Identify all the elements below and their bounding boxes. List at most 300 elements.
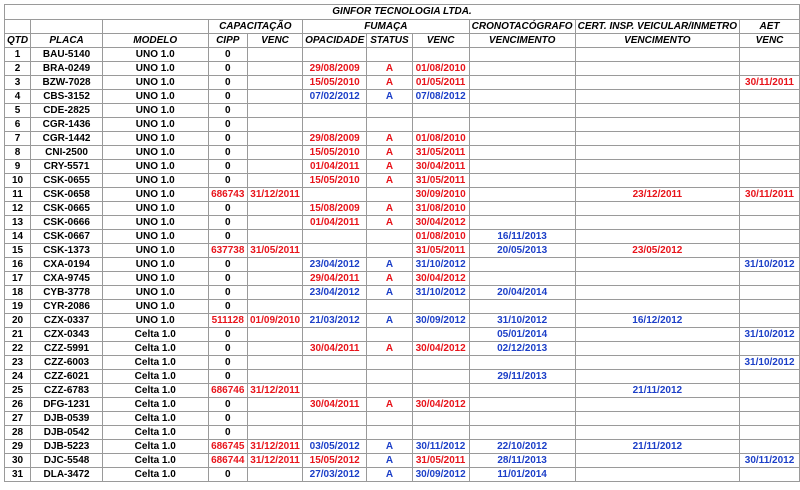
cell-placa: DJB-0542 <box>31 426 103 440</box>
cell-cert-venc <box>575 258 739 272</box>
cell-fum-venc: 30/09/2010 <box>412 188 469 202</box>
cell-fum-venc <box>412 48 469 62</box>
cell-aet-venc: 30/11/2011 <box>740 188 800 202</box>
cell-cipp: 0 <box>208 146 248 160</box>
table-row <box>5 230 800 244</box>
group-header-blank <box>31 20 103 34</box>
cell-cert-venc <box>575 202 739 216</box>
cell-crono-venc <box>469 300 575 314</box>
cell-crono-venc <box>469 132 575 146</box>
cell-cipp: 0 <box>208 104 248 118</box>
cell-qtd: 12 <box>5 202 31 216</box>
cell-fum-venc: 01/05/2011 <box>412 76 469 90</box>
cell-status: A <box>367 146 412 160</box>
cell-cap-venc: 31/12/2011 <box>248 440 303 454</box>
cell-opacidade: 01/04/2011 <box>303 216 367 230</box>
cell-cert-venc <box>575 230 739 244</box>
cell-aet-venc: 31/10/2012 <box>740 328 800 342</box>
cell-status: A <box>367 286 412 300</box>
cell-qtd: 26 <box>5 398 31 412</box>
cell-cipp: 0 <box>208 286 248 300</box>
cell-qtd: 14 <box>5 230 31 244</box>
cell-cap-venc <box>248 286 303 300</box>
cell-crono-venc <box>469 384 575 398</box>
cell-cert-venc <box>575 160 739 174</box>
cell-cert-venc <box>575 48 739 62</box>
cell-opacidade: 23/04/2012 <box>303 258 367 272</box>
cell-qtd: 23 <box>5 356 31 370</box>
cell-fum-venc: 30/04/2012 <box>412 216 469 230</box>
cell-cert-venc: 21/11/2012 <box>575 384 739 398</box>
cell-crono-venc: 20/05/2013 <box>469 244 575 258</box>
cell-placa: CZZ-6003 <box>31 356 103 370</box>
cell-opacidade <box>303 188 367 202</box>
cell-modelo: Celta 1.0 <box>103 384 209 398</box>
cell-placa: DJB-0539 <box>31 412 103 426</box>
table-row <box>5 398 800 412</box>
cell-qtd: 13 <box>5 216 31 230</box>
vehicle-spreadsheet <box>4 4 800 482</box>
cell-cap-venc <box>248 146 303 160</box>
cell-cert-venc <box>575 146 739 160</box>
cell-placa: CNI-2500 <box>31 146 103 160</box>
cell-modelo: Celta 1.0 <box>103 468 209 482</box>
cell-crono-venc: 16/11/2013 <box>469 230 575 244</box>
cell-cert-venc <box>575 272 739 286</box>
cell-qtd: 8 <box>5 146 31 160</box>
cell-cipp: 0 <box>208 132 248 146</box>
cell-status <box>367 48 412 62</box>
table-row <box>5 440 800 454</box>
cell-aet-venc <box>740 48 800 62</box>
cell-crono-venc <box>469 272 575 286</box>
header-aet-venc: VENC <box>740 34 800 48</box>
cell-placa: CZZ-6783 <box>31 384 103 398</box>
cell-crono-venc: 22/10/2012 <box>469 440 575 454</box>
cell-opacidade: 21/03/2012 <box>303 314 367 328</box>
cell-placa: CZX-0337 <box>31 314 103 328</box>
cell-placa: CZZ-5991 <box>31 342 103 356</box>
table-row <box>5 384 800 398</box>
cell-crono-venc: 05/01/2014 <box>469 328 575 342</box>
cell-cap-venc: 31/12/2011 <box>248 188 303 202</box>
cell-cert-venc: 23/05/2012 <box>575 244 739 258</box>
cell-opacidade: 15/05/2010 <box>303 146 367 160</box>
cell-qtd: 6 <box>5 118 31 132</box>
group-capacitacao: CAPACITAÇÃO <box>208 20 303 34</box>
cell-crono-venc <box>469 174 575 188</box>
cell-fum-venc <box>412 384 469 398</box>
cell-status <box>367 328 412 342</box>
cell-qtd: 29 <box>5 440 31 454</box>
cell-cert-venc <box>575 454 739 468</box>
table-row <box>5 342 800 356</box>
cell-opacidade <box>303 118 367 132</box>
cell-aet-venc <box>740 62 800 76</box>
cell-status <box>367 188 412 202</box>
cell-modelo: Celta 1.0 <box>103 412 209 426</box>
cell-crono-venc <box>469 76 575 90</box>
cell-qtd: 2 <box>5 62 31 76</box>
table-row <box>5 370 800 384</box>
cell-aet-venc <box>740 398 800 412</box>
cell-aet-venc <box>740 244 800 258</box>
cell-placa: CSK-0666 <box>31 216 103 230</box>
cell-placa: CSK-0658 <box>31 188 103 202</box>
cell-opacidade <box>303 300 367 314</box>
cell-fum-venc: 31/05/2011 <box>412 146 469 160</box>
cell-opacidade: 29/04/2011 <box>303 272 367 286</box>
cell-fum-venc: 07/08/2012 <box>412 90 469 104</box>
header-placa: PLACA <box>31 34 103 48</box>
cell-placa: CSK-0667 <box>31 230 103 244</box>
cell-aet-venc <box>740 370 800 384</box>
cell-placa: CBS-3152 <box>31 90 103 104</box>
table-row <box>5 426 800 440</box>
cell-aet-venc <box>740 314 800 328</box>
cell-aet-venc <box>740 426 800 440</box>
table-row <box>5 412 800 426</box>
cell-cert-venc <box>575 76 739 90</box>
cell-modelo: Celta 1.0 <box>103 398 209 412</box>
table-row <box>5 314 800 328</box>
cell-qtd: 9 <box>5 160 31 174</box>
cell-aet-venc <box>740 230 800 244</box>
cell-fum-venc <box>412 412 469 426</box>
cell-qtd: 11 <box>5 188 31 202</box>
table-row <box>5 132 800 146</box>
cell-modelo: UNO 1.0 <box>103 258 209 272</box>
cell-modelo: Celta 1.0 <box>103 356 209 370</box>
cell-opacidade: 23/04/2012 <box>303 286 367 300</box>
cell-cert-venc <box>575 468 739 482</box>
cell-status <box>367 384 412 398</box>
cell-fum-venc <box>412 328 469 342</box>
cell-qtd: 17 <box>5 272 31 286</box>
cell-fum-venc: 01/08/2010 <box>412 230 469 244</box>
cell-qtd: 24 <box>5 370 31 384</box>
cell-qtd: 30 <box>5 454 31 468</box>
cell-modelo: UNO 1.0 <box>103 90 209 104</box>
cell-qtd: 7 <box>5 132 31 146</box>
group-aet: AET <box>740 20 800 34</box>
cell-fum-venc: 31/05/2011 <box>412 244 469 258</box>
cell-cipp: 0 <box>208 272 248 286</box>
cell-cap-venc <box>248 258 303 272</box>
cell-opacidade <box>303 370 367 384</box>
table-row <box>5 174 800 188</box>
table-row <box>5 272 800 286</box>
cell-status: A <box>367 90 412 104</box>
cell-status <box>367 300 412 314</box>
cell-qtd: 16 <box>5 258 31 272</box>
cell-status: A <box>367 454 412 468</box>
cell-cert-venc <box>575 370 739 384</box>
cell-modelo: UNO 1.0 <box>103 230 209 244</box>
cell-modelo: UNO 1.0 <box>103 174 209 188</box>
cell-cert-venc <box>575 286 739 300</box>
cell-modelo: UNO 1.0 <box>103 244 209 258</box>
cell-status: A <box>367 62 412 76</box>
cell-status: A <box>367 272 412 286</box>
cell-cap-venc <box>248 118 303 132</box>
cell-fum-venc <box>412 426 469 440</box>
cell-status: A <box>367 440 412 454</box>
cell-status <box>367 412 412 426</box>
cell-cipp: 511128 <box>208 314 248 328</box>
cell-crono-venc <box>469 188 575 202</box>
cell-cipp: 0 <box>208 118 248 132</box>
cell-modelo: UNO 1.0 <box>103 216 209 230</box>
cell-cap-venc <box>248 328 303 342</box>
cell-status <box>367 118 412 132</box>
cell-aet-venc <box>740 440 800 454</box>
cell-status: A <box>367 160 412 174</box>
cell-cipp: 0 <box>208 76 248 90</box>
cell-cert-venc <box>575 90 739 104</box>
cell-crono-venc <box>469 356 575 370</box>
cell-cert-venc <box>575 398 739 412</box>
cell-cert-venc <box>575 342 739 356</box>
cell-cipp: 0 <box>208 356 248 370</box>
cell-aet-venc: 30/11/2012 <box>740 454 800 468</box>
cell-cert-venc <box>575 356 739 370</box>
cell-crono-venc <box>469 412 575 426</box>
cell-modelo: UNO 1.0 <box>103 132 209 146</box>
cell-opacidade <box>303 104 367 118</box>
cell-placa: CZX-0343 <box>31 328 103 342</box>
cell-status: A <box>367 202 412 216</box>
cell-modelo: UNO 1.0 <box>103 104 209 118</box>
cell-placa: CSK-0655 <box>31 174 103 188</box>
cell-modelo: Celta 1.0 <box>103 370 209 384</box>
cell-crono-venc <box>469 160 575 174</box>
cell-cap-venc: 31/12/2011 <box>248 384 303 398</box>
cell-cap-venc <box>248 132 303 146</box>
cell-crono-venc: 28/11/2013 <box>469 454 575 468</box>
cell-fum-venc <box>412 118 469 132</box>
cell-aet-venc <box>740 342 800 356</box>
cell-status: A <box>367 468 412 482</box>
cell-opacidade: 15/05/2010 <box>303 76 367 90</box>
group-header-row <box>5 20 800 34</box>
cell-cipp: 0 <box>208 62 248 76</box>
table-row <box>5 48 800 62</box>
cell-aet-venc <box>740 216 800 230</box>
cell-fum-venc: 30/04/2012 <box>412 342 469 356</box>
table-row <box>5 118 800 132</box>
cell-qtd: 22 <box>5 342 31 356</box>
cell-cap-venc <box>248 160 303 174</box>
cell-fum-venc <box>412 356 469 370</box>
cell-cert-venc <box>575 104 739 118</box>
table-row <box>5 202 800 216</box>
table-row <box>5 356 800 370</box>
cell-cap-venc <box>248 356 303 370</box>
cell-aet-venc <box>740 132 800 146</box>
group-cert-inmetro: CERT. INSP. VEICULAR/INMETRO <box>575 20 739 34</box>
table-row <box>5 188 800 202</box>
cell-opacidade: 01/04/2011 <box>303 160 367 174</box>
cell-modelo: Celta 1.0 <box>103 440 209 454</box>
cell-qtd: 18 <box>5 286 31 300</box>
cell-status: A <box>367 174 412 188</box>
table-row <box>5 104 800 118</box>
cell-aet-venc <box>740 468 800 482</box>
cell-placa: CDE-2825 <box>31 104 103 118</box>
cell-modelo: UNO 1.0 <box>103 202 209 216</box>
cell-cap-venc: 31/05/2011 <box>248 244 303 258</box>
cell-placa: DJC-5548 <box>31 454 103 468</box>
cell-modelo: UNO 1.0 <box>103 76 209 90</box>
table-row <box>5 286 800 300</box>
cell-aet-venc <box>740 90 800 104</box>
cell-opacidade <box>303 230 367 244</box>
cell-qtd: 27 <box>5 412 31 426</box>
cell-status: A <box>367 314 412 328</box>
cell-qtd: 15 <box>5 244 31 258</box>
header-modelo: MODELO <box>103 34 209 48</box>
cell-cert-venc <box>575 300 739 314</box>
cell-modelo: Celta 1.0 <box>103 328 209 342</box>
cell-cert-venc <box>575 118 739 132</box>
cell-aet-venc <box>740 174 800 188</box>
cell-opacidade: 30/04/2011 <box>303 398 367 412</box>
cell-placa: DJB-5223 <box>31 440 103 454</box>
cell-opacidade <box>303 426 367 440</box>
table-row <box>5 216 800 230</box>
cell-aet-venc <box>740 118 800 132</box>
cell-crono-venc: 29/11/2013 <box>469 370 575 384</box>
table-row <box>5 76 800 90</box>
cell-opacidade <box>303 356 367 370</box>
cell-cipp: 0 <box>208 426 248 440</box>
cell-crono-venc <box>469 426 575 440</box>
table-row <box>5 244 800 258</box>
cell-status <box>367 104 412 118</box>
header-crono-vencimento: VENCIMENTO <box>469 34 575 48</box>
cell-fum-venc <box>412 104 469 118</box>
cell-placa: DLA-3472 <box>31 468 103 482</box>
cell-cap-venc <box>248 398 303 412</box>
cell-placa: CZZ-6021 <box>31 370 103 384</box>
cell-crono-venc <box>469 62 575 76</box>
cell-fum-venc: 30/09/2012 <box>412 468 469 482</box>
cell-aet-venc <box>740 384 800 398</box>
cell-modelo: Celta 1.0 <box>103 342 209 356</box>
cell-fum-venc: 30/04/2012 <box>412 398 469 412</box>
table-row <box>5 160 800 174</box>
cell-cap-venc <box>248 426 303 440</box>
cell-opacidade <box>303 412 367 426</box>
cell-qtd: 4 <box>5 90 31 104</box>
group-fumaca: FUMAÇA <box>303 20 470 34</box>
cell-crono-venc <box>469 104 575 118</box>
cell-crono-venc: 02/12/2013 <box>469 342 575 356</box>
cell-cap-venc <box>248 272 303 286</box>
cell-modelo: Celta 1.0 <box>103 426 209 440</box>
cell-placa: CXA-9745 <box>31 272 103 286</box>
group-header-blank <box>103 20 209 34</box>
cell-placa: CGR-1442 <box>31 132 103 146</box>
cell-status: A <box>367 132 412 146</box>
cell-placa: CYB-3778 <box>31 286 103 300</box>
cell-cap-venc <box>248 62 303 76</box>
cell-status: A <box>367 342 412 356</box>
cell-cipp: 0 <box>208 398 248 412</box>
cell-opacidade: 30/04/2011 <box>303 342 367 356</box>
cell-aet-venc <box>740 202 800 216</box>
cell-cipp: 0 <box>208 48 248 62</box>
table-row <box>5 328 800 342</box>
cell-cipp: 686745 <box>208 440 248 454</box>
cell-cipp: 0 <box>208 174 248 188</box>
cell-placa: CSK-0665 <box>31 202 103 216</box>
cell-cap-venc: 31/12/2011 <box>248 454 303 468</box>
cell-modelo: UNO 1.0 <box>103 160 209 174</box>
cell-modelo: UNO 1.0 <box>103 118 209 132</box>
cell-aet-venc: 30/11/2011 <box>740 76 800 90</box>
cell-cert-venc <box>575 216 739 230</box>
cell-fum-venc: 30/04/2012 <box>412 272 469 286</box>
table-row <box>5 468 800 482</box>
cell-cap-venc <box>248 468 303 482</box>
cell-modelo: UNO 1.0 <box>103 286 209 300</box>
header-fum-venc: VENC <box>412 34 469 48</box>
cell-placa: BAU-5140 <box>31 48 103 62</box>
cell-fum-venc <box>412 300 469 314</box>
cell-cap-venc <box>248 370 303 384</box>
cell-cipp: 637738 <box>208 244 248 258</box>
cell-cert-venc <box>575 62 739 76</box>
cell-opacidade <box>303 244 367 258</box>
cell-crono-venc: 11/01/2014 <box>469 468 575 482</box>
cell-cap-venc <box>248 48 303 62</box>
cell-qtd: 21 <box>5 328 31 342</box>
cell-cipp: 0 <box>208 160 248 174</box>
table-row <box>5 146 800 160</box>
cell-fum-venc: 01/08/2010 <box>412 62 469 76</box>
cell-status <box>367 426 412 440</box>
cell-qtd: 19 <box>5 300 31 314</box>
cell-cert-venc <box>575 132 739 146</box>
cell-cert-venc <box>575 426 739 440</box>
cell-aet-venc <box>740 412 800 426</box>
cell-aet-venc <box>740 104 800 118</box>
cell-cipp: 0 <box>208 230 248 244</box>
group-header-blank <box>5 20 31 34</box>
cell-crono-venc <box>469 398 575 412</box>
cell-modelo: UNO 1.0 <box>103 146 209 160</box>
cell-cap-venc <box>248 104 303 118</box>
cell-status <box>367 244 412 258</box>
cell-cipp: 0 <box>208 300 248 314</box>
table-row <box>5 258 800 272</box>
cell-opacidade: 29/08/2009 <box>303 132 367 146</box>
company-title: GINFOR TECNOLOGIA LTDA. <box>5 5 800 20</box>
cell-placa: BZW-7028 <box>31 76 103 90</box>
cell-fum-venc: 30/11/2012 <box>412 440 469 454</box>
cell-aet-venc <box>740 300 800 314</box>
group-cronotacografo: CRONOTACÓGRAFO <box>469 20 575 34</box>
cell-placa: DFG-1231 <box>31 398 103 412</box>
cell-qtd: 25 <box>5 384 31 398</box>
header-opacidade: OPACIDADE <box>303 34 367 48</box>
cell-placa: CSK-1373 <box>31 244 103 258</box>
cell-cap-venc <box>248 90 303 104</box>
cell-aet-venc: 31/10/2012 <box>740 258 800 272</box>
cell-aet-venc: 31/10/2012 <box>740 356 800 370</box>
